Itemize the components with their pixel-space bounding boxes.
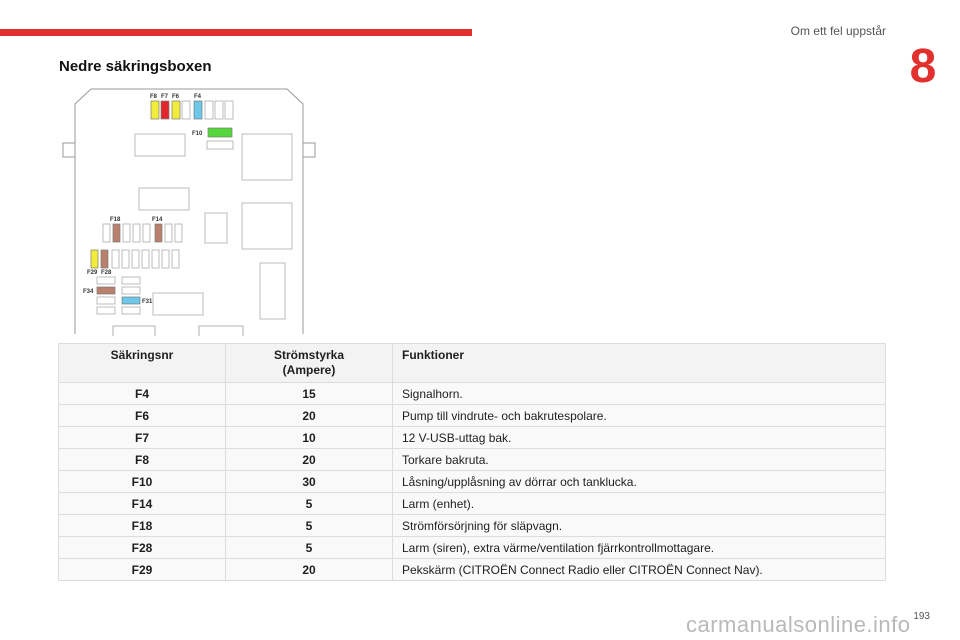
function-cell: Pump till vindrute- och bakrutespolare. (393, 405, 886, 427)
function-cell: Larm (enhet). (393, 493, 886, 515)
fuse-label-f4: F4 (194, 94, 202, 100)
amperage-cell: 10 (226, 427, 393, 449)
fuse-slot (215, 101, 223, 119)
column-header-current (226, 344, 393, 383)
function-cell: Låsning/upplåsning av dörrar och tanklucka. (393, 471, 886, 493)
relay-block (139, 188, 189, 210)
connector-bottom-left (113, 326, 155, 336)
fuse-label-f7: F7 (161, 94, 169, 100)
watermark: carmanualsonline.info (686, 612, 911, 637)
fuse-slot (172, 250, 179, 268)
fuse-slot (205, 101, 213, 119)
fuse-slot (122, 287, 140, 294)
relay-block (242, 203, 292, 249)
fuse-slot (152, 250, 159, 268)
fuse-label-f29: F29 (87, 270, 98, 276)
table-row (59, 493, 886, 515)
fuse-label-f14: F14 (152, 217, 163, 223)
fuse-label-f34: F34 (83, 289, 94, 295)
chapter-title: Om ett fel uppstår (790, 24, 886, 38)
fuse-number-cell: F6 (59, 405, 226, 427)
fuse-label-f8: F8 (150, 94, 158, 100)
fuse-slot (165, 224, 172, 242)
section-title: Nedre säkringsboxen (59, 58, 212, 75)
fuse-slot (143, 224, 150, 242)
function-cell: Strömförsörjning för släpvagn. (393, 515, 886, 537)
side-tab-right (303, 143, 315, 157)
fuse-slot (122, 250, 129, 268)
fuse-number-cell: F14 (59, 493, 226, 515)
fuse-box-diagram (55, 86, 317, 336)
fuse-slot (122, 277, 140, 284)
fuse-table (58, 343, 886, 581)
fuse-slot (175, 224, 182, 242)
table-row (59, 449, 886, 471)
fuse-f6 (172, 101, 180, 119)
header-accent-bar (0, 29, 472, 36)
page-number: 193 (913, 611, 930, 622)
table-row (59, 559, 886, 581)
chapter-number-tab: 8 (886, 38, 960, 106)
fuse-slot (123, 224, 130, 242)
amperage-cell: 20 (226, 405, 393, 427)
table-body (59, 383, 886, 581)
amperage-cell: 20 (226, 449, 393, 471)
function-cell: Signalhorn. (393, 383, 886, 405)
fuse-slot (225, 101, 233, 119)
column-header-current-line1: Strömstyrka (273, 348, 345, 362)
fuse-number-cell: F28 (59, 537, 226, 559)
side-tab-left (63, 143, 75, 157)
amperage-cell: 5 (226, 537, 393, 559)
relay-block (153, 293, 203, 315)
relay-block (242, 134, 292, 180)
fuse-f14 (155, 224, 162, 242)
function-cell: 12 V-USB-uttag bak. (393, 427, 886, 449)
fuse-slot (182, 101, 190, 119)
fuse-f29 (91, 250, 98, 268)
fuse-number-cell: F8 (59, 449, 226, 471)
relay-block (260, 263, 285, 319)
fuse-f10 (208, 128, 232, 137)
amperage-cell: 5 (226, 493, 393, 515)
amperage-cell: 5 (226, 515, 393, 537)
column-header-current-line2: (Ampere) (282, 363, 336, 377)
table-row (59, 427, 886, 449)
fuse-slot (103, 224, 110, 242)
table-row (59, 405, 886, 427)
fuse-slot (122, 307, 140, 314)
table-row (59, 383, 886, 405)
fuse-label-f31: F31 (142, 299, 153, 305)
fuse-f18 (113, 224, 120, 242)
amperage-cell: 15 (226, 383, 393, 405)
fuse-slot (133, 224, 140, 242)
fuse-slot (132, 250, 139, 268)
function-cell: Torkare bakruta. (393, 449, 886, 471)
fuse-label-f28: F28 (101, 270, 112, 276)
amperage-cell: 20 (226, 559, 393, 581)
fuse-number-cell: F7 (59, 427, 226, 449)
connector-bottom-right (199, 326, 243, 336)
function-cell: Larm (siren), extra värme/ventilation fjärrkontrollmottagare. (393, 537, 886, 559)
fuse-number-cell: F29 (59, 559, 226, 581)
fuse-label-f10: F10 (192, 131, 203, 137)
fuse-slot (142, 250, 149, 268)
fuse-f4 (194, 101, 202, 119)
fuse-slot (97, 307, 115, 314)
fuse-slot (97, 297, 115, 304)
table-row (59, 471, 886, 493)
fuse-slot (97, 277, 115, 284)
fuse-f34 (97, 287, 115, 294)
column-header-fuse: Säkringsnr (59, 344, 226, 383)
amperage-cell: 30 (226, 471, 393, 493)
fuse-slot (112, 250, 119, 268)
relay-slot (207, 141, 233, 149)
fuse-slot (162, 250, 169, 268)
fuse-number-cell: F18 (59, 515, 226, 537)
fuse-label-f6: F6 (172, 94, 180, 100)
table-row (59, 515, 886, 537)
relay-block (205, 213, 227, 243)
fuse-f8 (151, 101, 159, 119)
function-cell: Pekskärm (CITROËN Connect Radio eller CITROËN Connect Nav). (393, 559, 886, 581)
fuse-label-f18: F18 (110, 217, 121, 223)
relay-block (135, 134, 185, 156)
fuse-number-cell: F10 (59, 471, 226, 493)
fuse-number-cell: F4 (59, 383, 226, 405)
fuse-f7 (161, 101, 169, 119)
column-header-functions: Funktioner (393, 344, 886, 383)
table-header-row (59, 344, 886, 383)
fuse-f31 (122, 297, 140, 304)
fuse-f28 (101, 250, 108, 268)
table-row (59, 537, 886, 559)
